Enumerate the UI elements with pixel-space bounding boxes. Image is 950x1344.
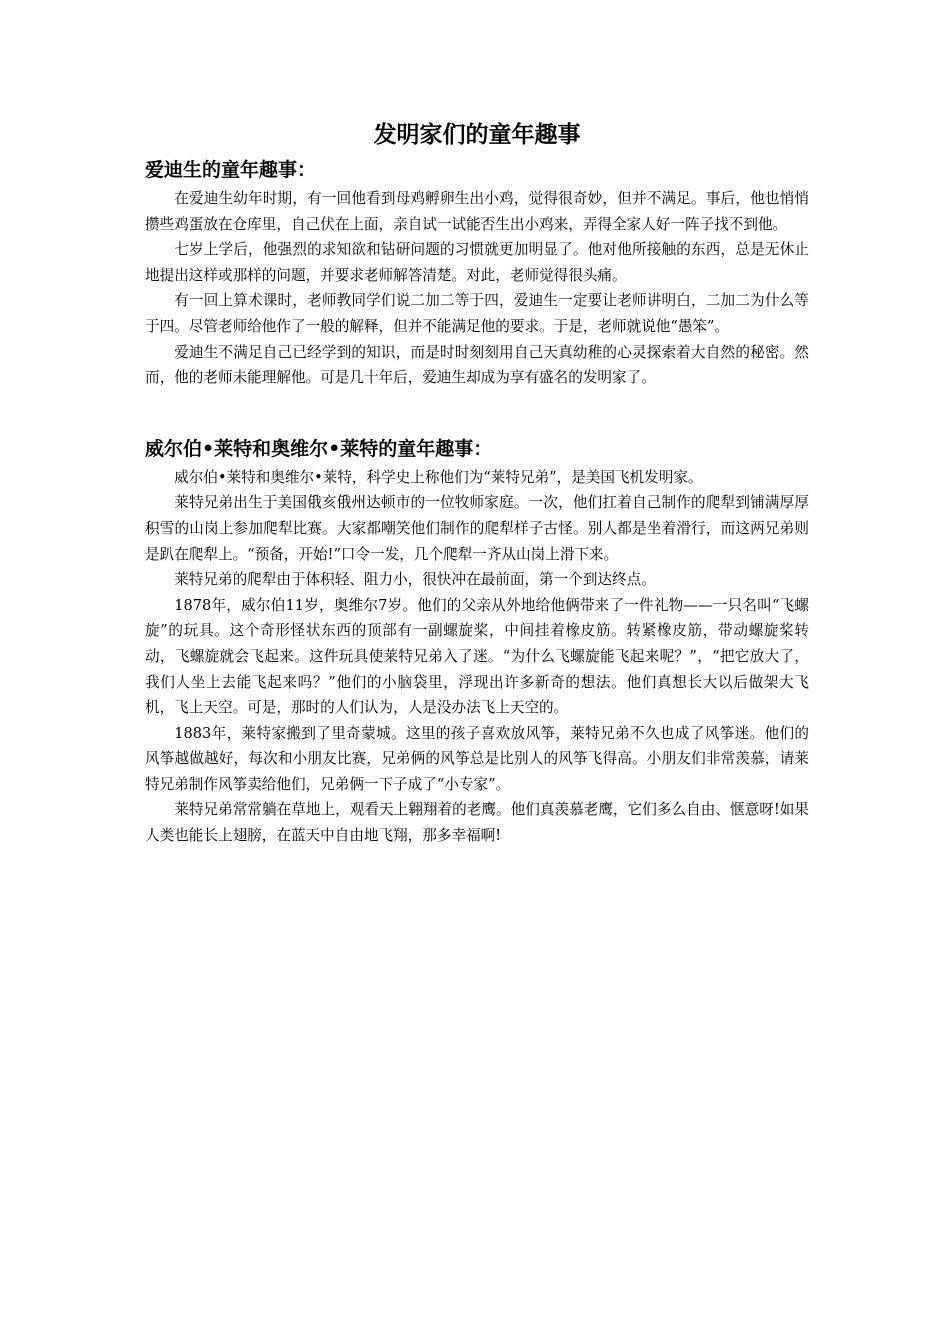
paragraph: 1878年，威尔伯11岁，奥维尔7岁。他们的父亲从外地给他俩带来了一件礼物——一只名叫“飞螺旋”的玩具。这个奇形怪状东西的顶部有一副螺旋桨，中间挂着橡皮筋。转紧橡皮筋，带动螺旋桨转动，飞螺旋就会飞起来。这件玩具使莱特兄弟入了迷。“为什么飞螺旋能飞起来呢？”，“把它放大了，我们人坐上去能飞起来吗？”他们的小脑袋里，浮现出许多新奇的想法。他们真想长大以后做架大飞机，飞上天空。可是，那时的人们认为，人是没办法飞上天空的。: [145, 596, 809, 717]
paragraph: 威尔伯•莱特和奥维尔•莱特，科学史上称他们为“莱特兄弟”，是美国飞机发明家。: [174, 468, 703, 486]
section-heading-edison: 爱迪生的童年趣事：: [145, 159, 317, 181]
paragraph: 莱特兄弟常常躺在草地上，观看天上翱翔着的老鹰。他们真羡慕老鹰，它们多么自由、惬意呀!如果人类也能长上翅膀，在蓝天中自由地飞翔，那多幸福啊!: [145, 801, 809, 845]
section-wright-brothers: [145, 435, 809, 849]
paragraph: 莱特兄弟的爬犁由于体积轻、阻力小，很快冲在最前面，第一个到达终点。: [174, 571, 656, 589]
section-edison: [145, 156, 809, 391]
paragraph: 1883年，莱特家搬到了里奇蒙城。这里的孩子喜欢放风筝，莱特兄弟不久也成了风筝迷。他们的风筝越做越好，每次和小朋友比赛，兄弟俩的风筝总是比别人的风筝飞得高。小朋友们非常羡慕，请莱特兄弟制作风筝卖给他们，兄弟俩一下子成了“小专家”。: [145, 724, 809, 793]
paragraph: 有一回上算术课时，老师教同学们说二加二等于四，爱迪生一定要让老师讲明白，二加二为什么等于四。尽管老师给他作了一般的解释，但并不能满足他的要求。于是，老师就说他“愚笨”。: [145, 292, 809, 335]
paragraph: 爱迪生不满足自己已经学到的知识，而是时时刻刻用自己天真幼稚的心灵探索着大自然的秘密。然而，他的老师未能理解他。可是几十年后，爱迪生却成为享有盛名的发明家了。: [145, 343, 809, 387]
paragraph: 在爱迪生幼年时期，有一回他看到母鸡孵卵生出小鸡，觉得很奇妙，但并不满足。事后，他也悄悄攒些鸡蛋放在仓库里，自己伏在上面，亲自试一试能否生出小鸡来，弄得全家人好一阵子找不到他。: [145, 190, 809, 233]
section-heading-wright-brothers: 威尔伯•莱特和奥维尔•莱特的童年趣事：: [145, 437, 493, 460]
page-title: 发明家们的童年趣事: [373, 122, 581, 148]
paragraph: 莱特兄弟出生于美国俄亥俄州达顿市的一位牧师家庭。一次，他们扛着自己制作的爬犁到铺满厚厚积雪的山岗上参加爬犁比赛。大家都嘲笑他们制作的爬犁样子古怪。别人都是坐着滑行，而这两兄弟则是趴在爬犁上。“预备，开始!”口令一发，几个爬犁一齐从山岗上滑下来。: [145, 494, 809, 563]
paragraph: 七岁上学后，他强烈的求知欲和钻研问题的习惯就更加明显了。他对他所接触的东西，总是无休止地提出这样或那样的问题，并要求老师解答清楚。对此，老师觉得很头痛。: [145, 241, 809, 284]
section-spacer: [145, 391, 809, 435]
document-body: [145, 118, 809, 849]
